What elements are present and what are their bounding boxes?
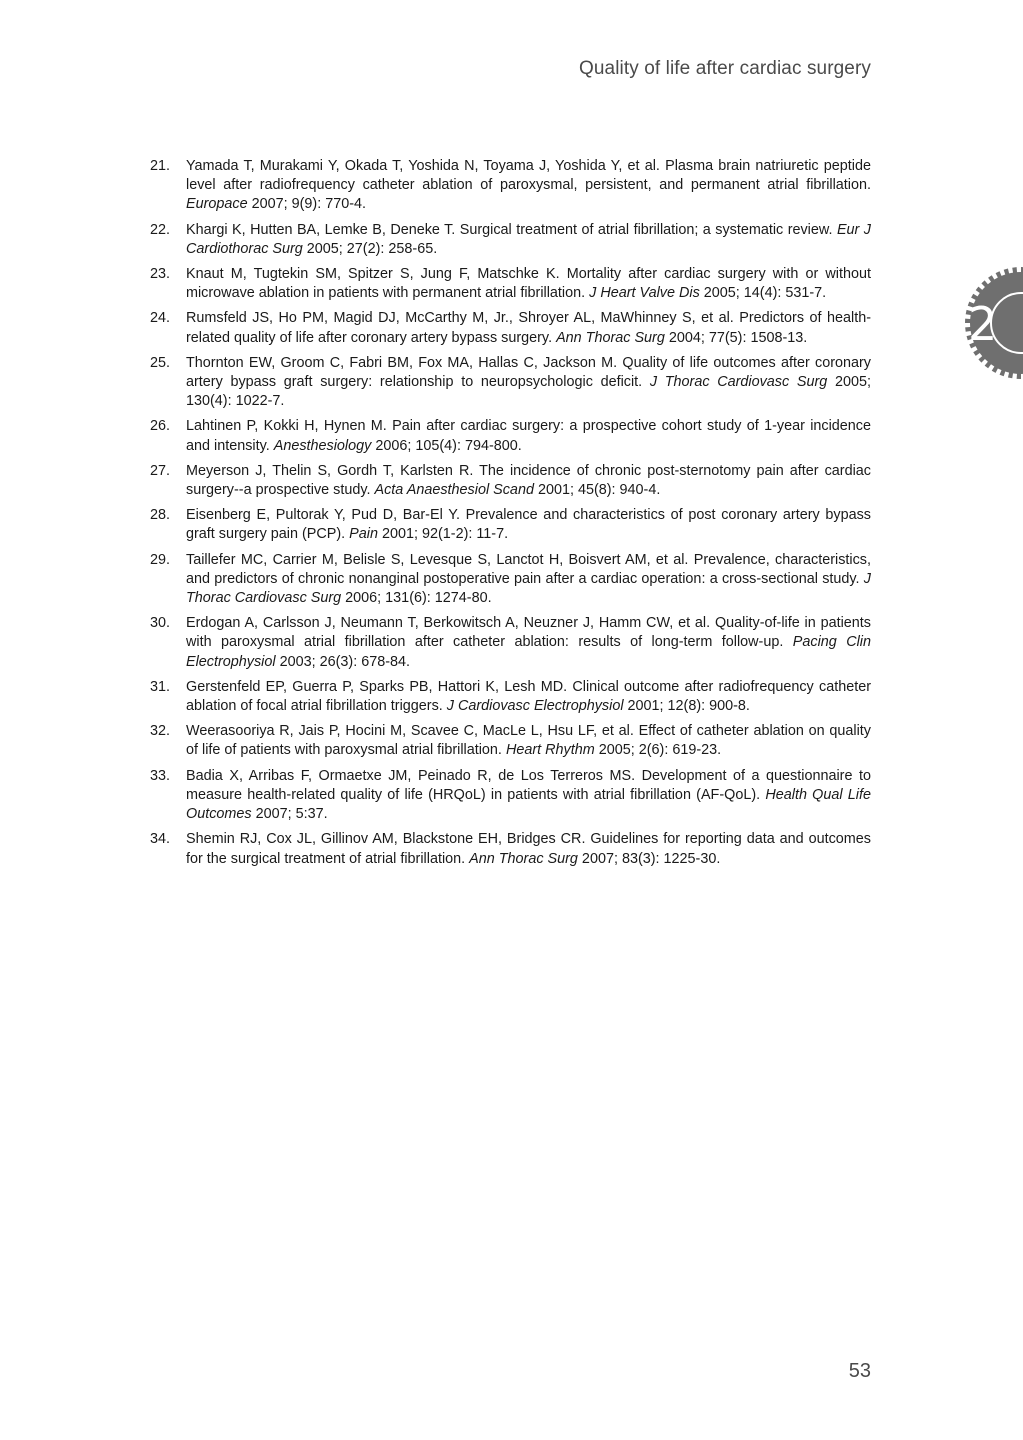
reference-authors-title: Gerstenfeld EP, Guerra P, Sparks PB, Hattori K, Lesh MD. Clinical outcome after radiofrequency catheter ablation of focal atrial fibrillation triggers. (186, 678, 871, 715)
reference-authors-title: Eisenberg E, Pultorak Y, Pud D, Bar-El Y. Prevalence and characteristics of post coronary artery bypass graft surgery pain (PCP). (186, 507, 871, 543)
reference-journal: Eur J Cardiothorac Surg (186, 221, 871, 257)
reference-journal: Pain (349, 526, 378, 543)
reference-journal: Anesthesiology (273, 437, 372, 454)
reference-citation: 2005; 2(6): 619-23. (594, 742, 722, 759)
reference-citation: 2005; 130(4): 1022-7. (186, 374, 871, 410)
reference-item (150, 506, 871, 544)
reference-number: 34. (150, 831, 171, 848)
reference-journal: Europace (186, 196, 248, 213)
reference-list (150, 157, 871, 875)
reference-item (150, 767, 871, 825)
reference-text (186, 221, 871, 259)
reference-item (150, 722, 871, 760)
reference-authors-title: Erdogan A, Carlsson J, Neumann T, Berkowitsch A, Neuzner J, Hamm CW, et al. Quality-of-life in patients with paroxysmal atrial fibrillation after catheter ablation: results of long-term follow-up. (186, 615, 871, 651)
reference-number: 23. (150, 266, 171, 283)
reference-authors-title: Yamada T, Murakami Y, Okada T, Yoshida N, Toyama J, Yoshida Y, et al. Plasma brain natriuretic peptide level after radiofrequency catheter ablation of paroxysmal, persistent, and permanent atrial fibrillation. (186, 158, 871, 194)
reference-text (186, 678, 871, 716)
reference-number: 29. (150, 551, 171, 568)
reference-citation: 2007; 9(9): 770-4. (247, 196, 367, 213)
reference-item (150, 221, 871, 259)
reference-authors-title: Weerasooriya R, Jais P, Hocini M, Scavee C, MacLe L, Hsu LF, et al. Effect of catheter ablation on quality of life of patients with paroxysmal atrial fibrillation. (186, 723, 871, 759)
reference-journal: Ann Thorac Surg (469, 850, 578, 867)
reference-number: 32. (150, 723, 171, 740)
reference-authors-title: Knaut M, Tugtekin SM, Spitzer S, Jung F, Matschke K. Mortality after cardiac surgery with or without microwave ablation in patients with permanent atrial fibrillation. (186, 266, 871, 302)
reference-journal: J Heart Valve Dis (589, 285, 700, 302)
reference-item (150, 157, 871, 215)
chapter-number: 2 (968, 297, 998, 351)
reference-citation: 2001; 12(8): 900-8. (623, 698, 750, 715)
reference-number: 33. (150, 767, 171, 784)
reference-item (150, 614, 871, 672)
reference-text (186, 157, 871, 215)
reference-authors-title: Shemin RJ, Cox JL, Gillinov AM, Blackstone EH, Bridges CR. Guidelines for reporting data and outcomes for the surgical treatment of atrial fibrillation. (186, 831, 871, 867)
reference-journal: Acta Anaesthesiol Scand (374, 482, 534, 499)
reference-journal: J Thorac Cardiovasc Surg (649, 374, 828, 391)
reference-number: 26. (150, 418, 171, 435)
reference-number: 22. (150, 221, 171, 238)
reference-item (150, 551, 871, 609)
reference-item (150, 678, 871, 716)
reference-text (186, 830, 871, 868)
reference-text (186, 722, 871, 760)
reference-journal: Heart Rhythm (505, 742, 595, 759)
page-number: 53 (848, 1360, 871, 1382)
reference-authors-title: Rumsfeld JS, Ho PM, Magid DJ, McCarthy M, Jr., Shroyer AL, MaWhinney S, et al. Predictors of health-related quality of life after coronary artery bypass surgery. (186, 310, 871, 346)
reference-journal: Health Qual Life Outcomes (186, 786, 871, 823)
reference-journal: Ann Thorac Surg (556, 329, 665, 346)
reference-citation: 2001; 92(1-2): 11-7. (377, 526, 509, 543)
reference-text (186, 265, 871, 303)
reference-journal: J Thorac Cardiovasc Surg (186, 570, 871, 607)
reference-citation: 2006; 131(6): 1274-80. (341, 590, 492, 607)
reference-text (186, 417, 871, 455)
reference-text (186, 462, 871, 500)
reference-authors-title: Badia X, Arribas F, Ormaetxe JM, Peinado R, de Los Terreros MS. Development of a questionnaire to measure health-related quality of life (HRQoL) in patients with atrial fibrillation (AF-QoL). (186, 767, 871, 803)
reference-number: 30. (150, 615, 171, 632)
reference-authors-title: Lahtinen P, Kokki H, Hynen M. Pain after cardiac surgery: a prospective cohort study of 1-year incidence and intensity. (186, 418, 871, 454)
reference-text (186, 551, 871, 609)
reference-item (150, 417, 871, 455)
reference-number: 31. (150, 678, 171, 695)
reference-authors-title: Meyerson J, Thelin S, Gordh T, Karlsten R. The incidence of chronic post-sternotomy pain after cardiac surgery--a prospective study. (186, 462, 871, 499)
reference-number: 21. (150, 158, 171, 174)
reference-item (150, 830, 871, 868)
reference-citation: 2005; 27(2): 258-65. (302, 240, 438, 257)
reference-text (186, 506, 871, 544)
reference-text (186, 614, 871, 672)
reference-text (186, 309, 871, 347)
reference-citation: 2001; 45(8): 940-4. (533, 482, 661, 499)
running-header-title: Quality of life after cardiac surgery (579, 58, 871, 79)
reference-item (150, 462, 871, 500)
reference-journal: J Cardiovasc Electrophysiol (446, 698, 624, 715)
reference-number: 27. (150, 462, 171, 479)
reference-text (186, 354, 871, 412)
reference-authors-title: Taillefer MC, Carrier M, Belisle S, Levesque S, Lanctot H, Boisvert AM, et al. Prevalence, characteristics, and predictors of chronic nonanginal postoperative pain after a cardiac operation: a cross-sectional study. (186, 551, 871, 587)
reference-citation: 2003; 26(3): 678-84. (275, 653, 411, 670)
reference-citation: 2005; 14(4): 531-7. (699, 285, 827, 302)
reference-citation: 2007; 5:37. (251, 806, 328, 823)
reference-authors-title: Thornton EW, Groom C, Fabri BM, Fox MA, Hallas C, Jackson M. Quality of life outcomes after coronary artery bypass graft surgery: relationship to neuropsychologic deficit. (186, 354, 871, 391)
reference-citation: 2004; 77(5): 1508-13. (664, 329, 808, 346)
reference-number: 25. (150, 354, 171, 371)
reference-text (186, 767, 871, 825)
reference-number: 24. (150, 310, 171, 327)
reference-journal: Pacing Clin Electrophysiol (186, 634, 871, 670)
reference-number: 28. (150, 507, 171, 524)
reference-item (150, 265, 871, 303)
reference-citation: 2007; 83(3): 1225-30. (577, 850, 721, 867)
reference-authors-title: Khargi K, Hutten BA, Lemke B, Deneke T. Surgical treatment of atrial fibrillation; a systematic review. (186, 221, 837, 238)
reference-citation: 2006; 105(4): 794-800. (371, 437, 522, 454)
reference-item (150, 309, 871, 347)
reference-item (150, 354, 871, 412)
